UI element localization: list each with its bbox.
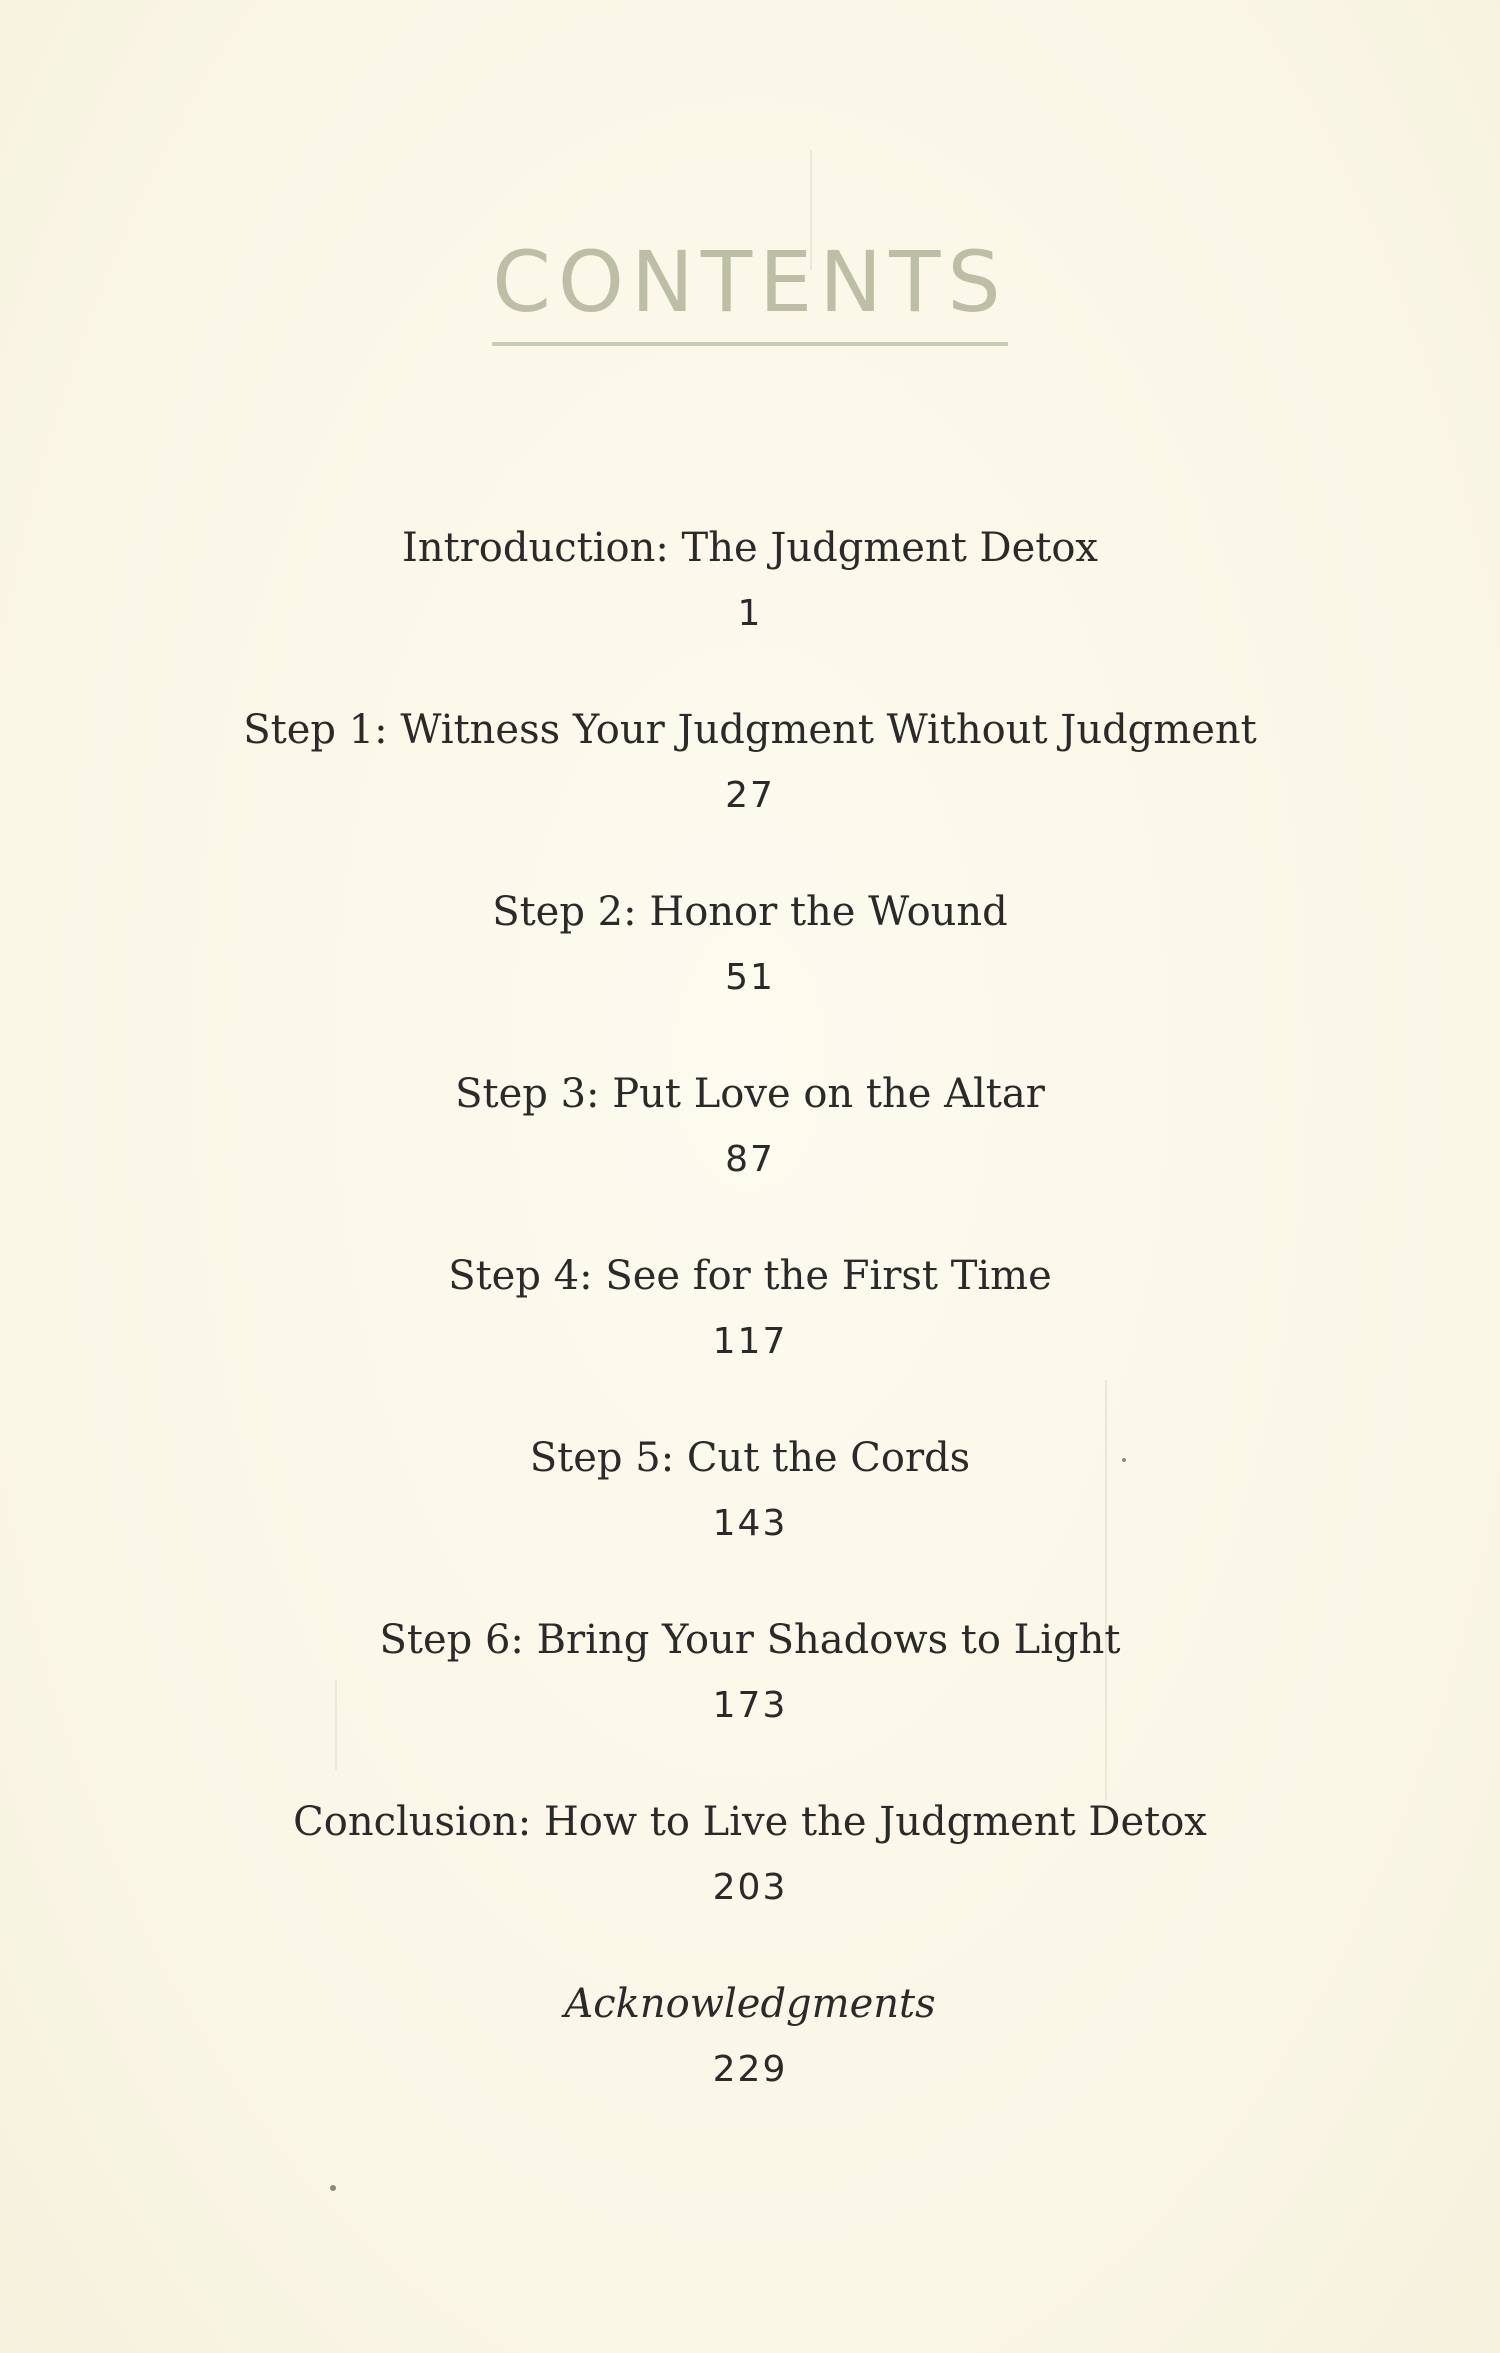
toc-entry[interactable] (0, 884, 1500, 1066)
toc-entry[interactable] (0, 1248, 1500, 1430)
toc-entry-title: Step 4: See for the First Time (448, 1253, 1052, 1299)
toc-entry-title: Acknowledgments (564, 1981, 936, 2027)
toc-entry-page: 117 (712, 1321, 788, 1362)
toc-entry-page: 1 (737, 593, 763, 634)
toc-entry[interactable] (0, 1976, 1500, 2158)
toc-entry[interactable] (0, 1612, 1500, 1794)
toc-entry-page: 173 (712, 1685, 788, 1726)
toc-entry[interactable] (0, 1066, 1500, 1248)
toc-entry-title: Step 1: Witness Your Judgment Without Judgment (243, 707, 1257, 753)
toc-entry-title: Step 6: Bring Your Shadows to Light (379, 1617, 1121, 1663)
toc-entry-title: Introduction: The Judgment Detox (402, 525, 1098, 571)
toc-entry-page: 143 (712, 1503, 788, 1544)
paper-speck (330, 2185, 336, 2191)
toc-entry-page: 27 (725, 775, 775, 816)
contents-heading-wrap (0, 233, 1500, 346)
toc-entry[interactable] (0, 1430, 1500, 1612)
toc-entry-page: 51 (725, 957, 775, 998)
contents-heading: CONTENTS (492, 240, 1007, 346)
toc-entry-title: Step 2: Honor the Wound (492, 889, 1008, 935)
toc-entry-page: 203 (712, 1867, 788, 1908)
toc-entry-title: Conclusion: How to Live the Judgment Detox (293, 1799, 1207, 1845)
toc-entry-page: 229 (712, 2049, 788, 2090)
toc-entry[interactable] (0, 520, 1500, 702)
toc-entry-title: Step 3: Put Love on the Altar (455, 1071, 1045, 1117)
toc-entry-page: 87 (725, 1139, 775, 1180)
toc-entry[interactable] (0, 702, 1500, 884)
toc-entry[interactable] (0, 1794, 1500, 1976)
toc-entry-title: Step 5: Cut the Cords (529, 1435, 971, 1481)
toc-list (0, 520, 1500, 2158)
